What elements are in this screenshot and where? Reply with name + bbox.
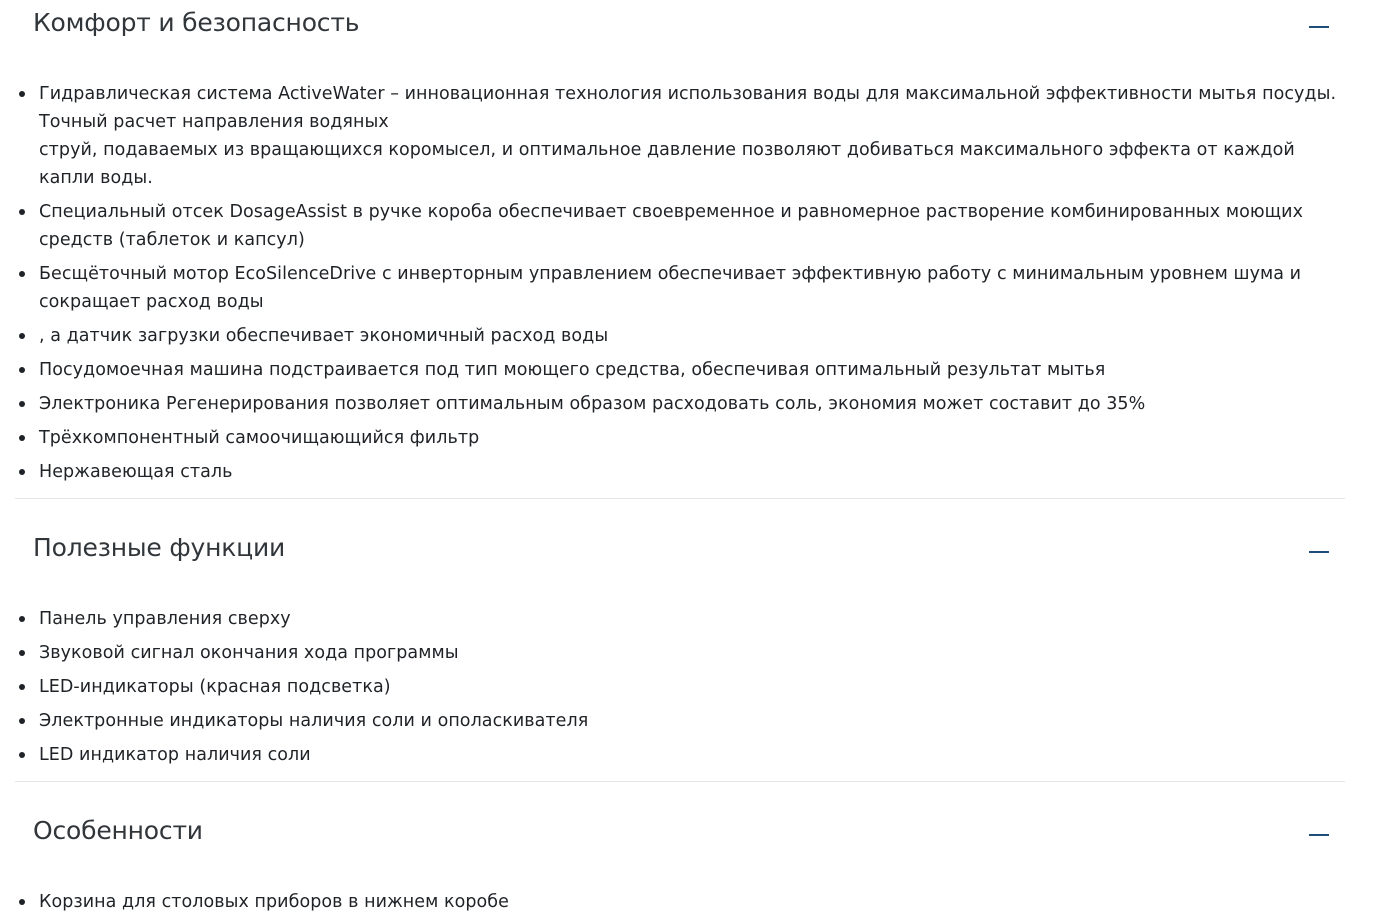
bullet-icon: [19, 367, 25, 373]
list-item-text: LED индикатор наличия соли: [39, 745, 311, 765]
bullet-icon: [19, 616, 25, 622]
feature-list-useful-functions: [15, 605, 1345, 775]
list-item-text: , а датчик загрузки обеспечивает экономичный расход воды: [39, 326, 609, 346]
list-item: [15, 356, 1345, 384]
list-item: [15, 390, 1345, 418]
list-item: [15, 198, 1345, 254]
list-item: [15, 639, 1345, 667]
minus-bar: [1309, 26, 1329, 28]
collapse-minus-icon[interactable]: [1305, 821, 1333, 849]
feature-list-features: [15, 888, 1345, 922]
list-item-text: Звуковой сигнал окончания хода программы: [39, 643, 459, 663]
bullet-icon: [19, 209, 25, 215]
list-item: [15, 707, 1345, 735]
list-item: [15, 673, 1345, 701]
bullet-icon: [19, 899, 25, 905]
list-item-text: Корзина для столовых приборов в нижнем коробе: [39, 892, 509, 912]
list-item: [15, 458, 1345, 486]
list-item: [15, 605, 1345, 633]
list-item-text: Панель управления сверху: [39, 609, 291, 629]
bullet-icon: [19, 401, 25, 407]
section-header-useful-functions[interactable]: [15, 525, 1345, 581]
list-item: [15, 260, 1345, 316]
section-title: Комфорт и безопасность: [33, 8, 360, 37]
list-item-text: Электронные индикаторы наличия соли и ополаскивателя: [39, 711, 589, 731]
list-item: [15, 322, 1345, 350]
bullet-icon: [19, 333, 25, 339]
list-item-text: Электроника Регенерирования позволяет оптимальным образом расходовать соль, экономия может составит до 35%: [39, 394, 1146, 414]
section-header-comfort-safety[interactable]: [15, 0, 1345, 56]
minus-bar: [1309, 834, 1329, 836]
bullet-icon: [19, 684, 25, 690]
bullet-icon: [19, 469, 25, 475]
minus-bar: [1309, 551, 1329, 553]
section-title: Полезные функции: [33, 533, 286, 562]
list-item-text: Трёхкомпонентный самоочищающийся фильтр: [39, 428, 480, 448]
collapse-minus-icon[interactable]: [1305, 538, 1333, 566]
bullet-icon: [19, 271, 25, 277]
list-item: [15, 80, 1345, 192]
list-item-text: Бесщёточный мотор EcoSilenceDrive с инверторным управлением обеспечивает эффективную работу с минимальным уровнем шума и сокращает расход воды: [39, 264, 1302, 312]
bullet-icon: [19, 435, 25, 441]
section-title: Особенности: [33, 816, 203, 845]
list-item: [15, 741, 1345, 769]
collapse-minus-icon[interactable]: [1305, 13, 1333, 41]
list-item: [15, 888, 1345, 916]
bullet-icon: [19, 91, 25, 97]
feature-list-comfort-safety: [15, 80, 1345, 492]
section-divider: [15, 781, 1345, 782]
bullet-icon: [19, 650, 25, 656]
list-item-text: Гидравлическая система ActiveWater – инновационная технология использования воды для максимальной эффективности мытья посуды. Точный расчет направления водяных струй, подаваемых из вращающихся коромысел, и оптимальное давление позволяют добиваться максимального эффекта от каждой капли воды.: [39, 84, 1337, 188]
list-item-text: Нержавеющая сталь: [39, 462, 233, 482]
list-item-text: LED-индикаторы (красная подсветка): [39, 677, 391, 697]
section-header-features[interactable]: [15, 808, 1345, 864]
bullet-icon: [19, 752, 25, 758]
section-divider: [15, 498, 1345, 499]
bullet-icon: [19, 718, 25, 724]
list-item: [15, 424, 1345, 452]
list-item-text: Специальный отсек DosageAssist в ручке короба обеспечивает своевременное и равномерное растворение комбинированных моющих средств (таблеток и капсул): [39, 202, 1303, 250]
list-item-text: Посудомоечная машина подстраивается под тип моющего средства, обеспечивая оптимальный результат мытья: [39, 360, 1106, 380]
